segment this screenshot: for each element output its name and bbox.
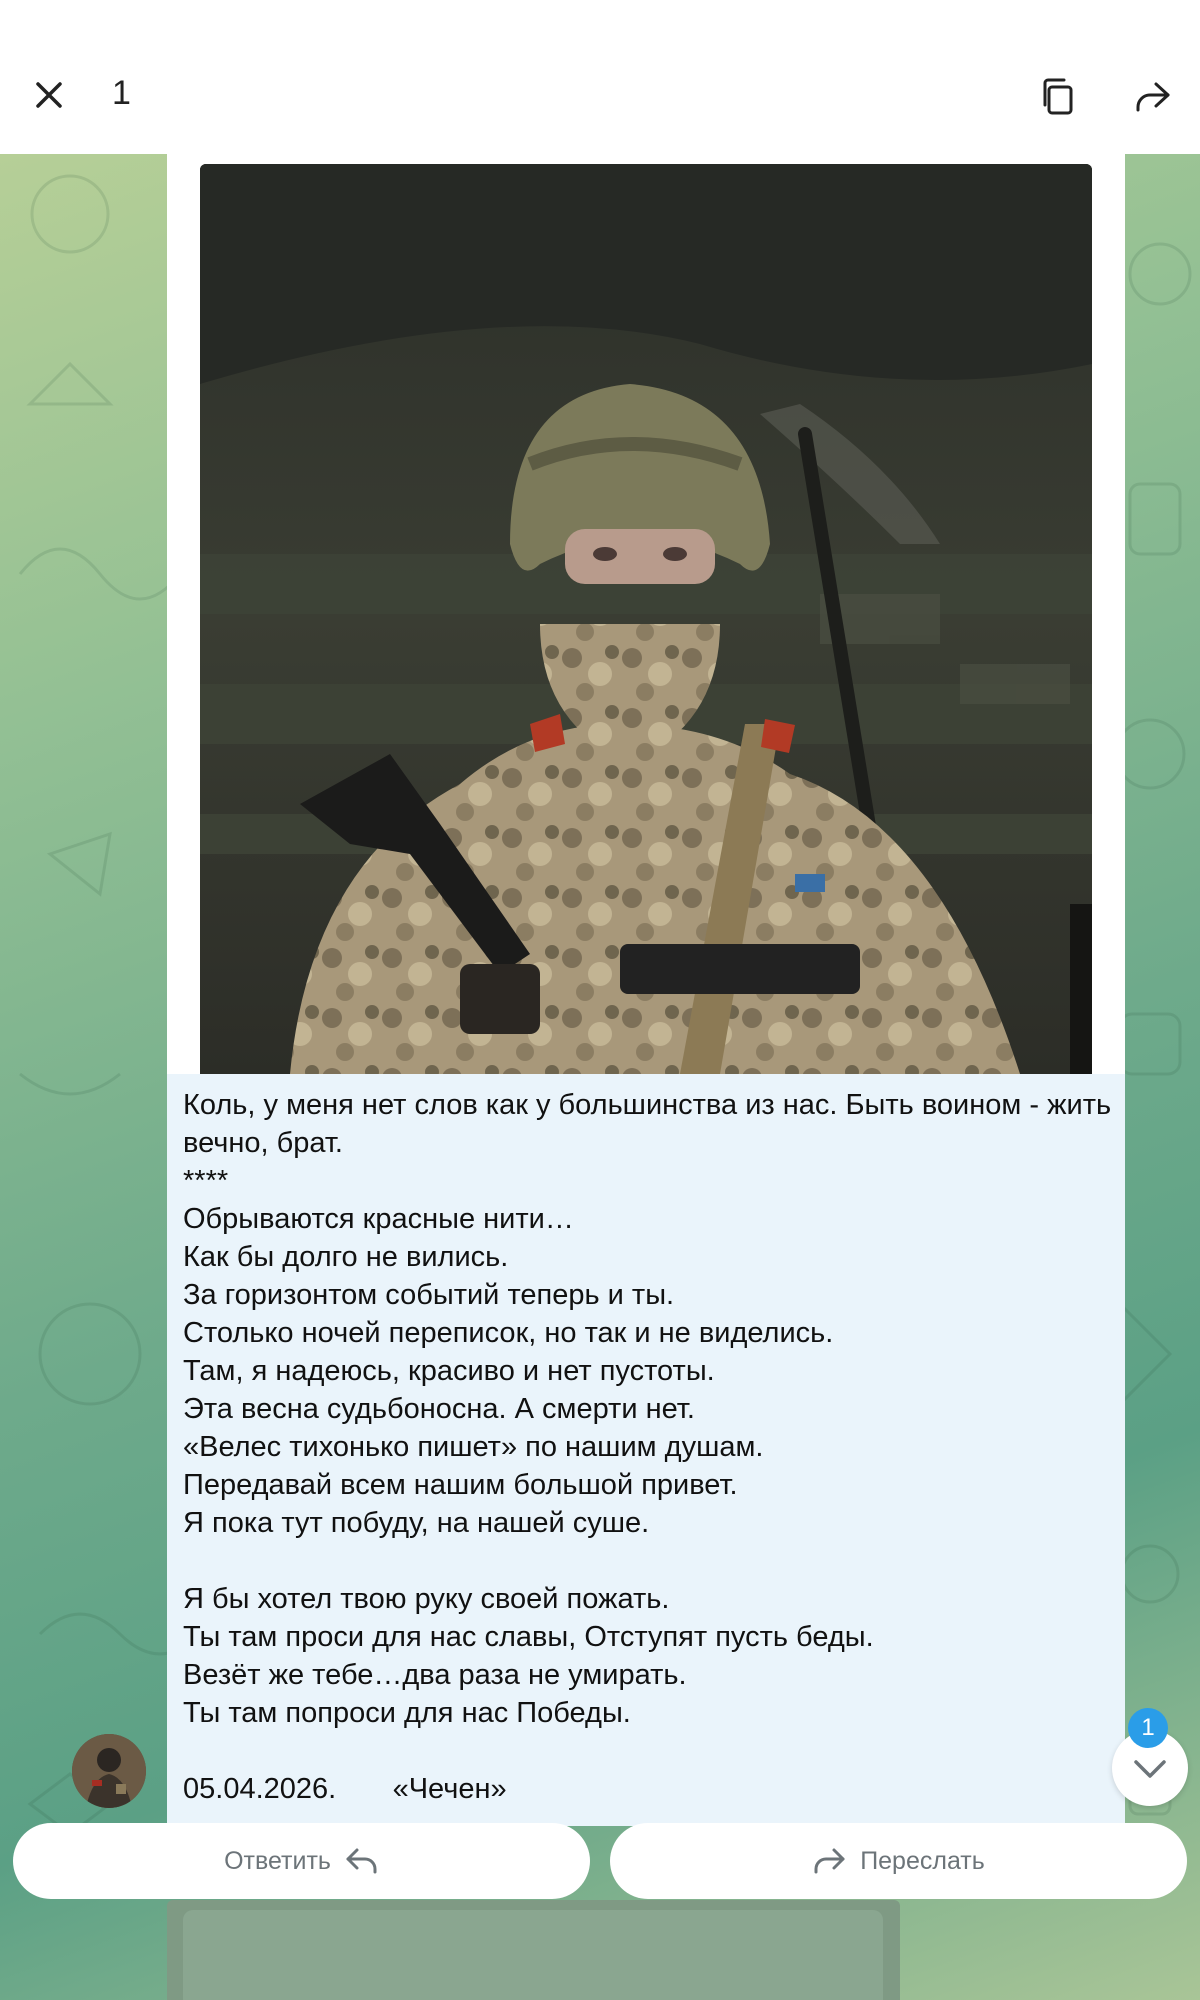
caption-line: Обрываются красные нити… xyxy=(183,1203,574,1235)
close-icon xyxy=(26,72,72,118)
caption-line: Ты там попроси для нас Победы. xyxy=(183,1697,631,1729)
message-caption xyxy=(183,1086,1119,1808)
close-button[interactable] xyxy=(26,72,72,118)
copy-icon xyxy=(1036,74,1082,120)
caption-line: **** xyxy=(183,1165,229,1197)
forward-button[interactable] xyxy=(610,1823,1187,1899)
share-icon xyxy=(1130,74,1176,120)
forward-arrow-icon xyxy=(812,1846,846,1876)
caption-line xyxy=(183,1542,1119,1580)
soldier-photo-image xyxy=(200,164,1092,1074)
unread-count-badge: 1 xyxy=(1128,1708,1168,1748)
forward-label: Переслать xyxy=(860,1846,985,1875)
caption-line: Столько ночей переписок, но так и не виделись. xyxy=(183,1317,834,1349)
next-message-image xyxy=(183,1910,883,2000)
caption-line: Коль, у меня нет слов как у большинства из нас. Быть воином - жить вечно, брат. xyxy=(183,1089,1112,1159)
message-photo[interactable] xyxy=(200,164,1092,1074)
selected-count: 1 xyxy=(112,74,131,112)
caption-line: Эта весна судьбоносна. А смерти нет. xyxy=(183,1393,695,1425)
caption-line: Я бы хотел твою руку своей пожать. xyxy=(183,1583,670,1615)
caption-line: Как бы долго не вились. xyxy=(183,1241,509,1273)
copy-button[interactable] xyxy=(1036,74,1082,120)
reply-button[interactable] xyxy=(13,1823,590,1899)
reply-label: Ответить xyxy=(224,1846,331,1875)
message-bubble[interactable] xyxy=(167,154,1125,1826)
caption-line: За горизонтом событий теперь и ты. xyxy=(183,1279,675,1311)
caption-line: Я пока тут побуду, на нашей суше. xyxy=(183,1507,650,1539)
caption-line xyxy=(183,1732,1119,1770)
caption-line: Везёт же тебе…два раза не умирать. xyxy=(183,1659,687,1691)
reply-arrow-icon xyxy=(345,1846,379,1876)
caption-line: Там, я надеюсь, красиво и нет пустоты. xyxy=(183,1355,715,1387)
caption-line: Ты там проси для нас славы, Отступят пусть беды. xyxy=(183,1621,874,1653)
sender-avatar[interactable] xyxy=(72,1734,146,1808)
avatar-image xyxy=(72,1734,146,1808)
chevron-down-icon xyxy=(1132,1752,1168,1786)
caption-signature: 05.04.2026. «Чечен» xyxy=(183,1773,507,1805)
photo-frame xyxy=(167,154,1125,1074)
caption-line: «Велес тихонько пишет» по нашим душам. xyxy=(183,1431,764,1463)
top-bar xyxy=(0,0,1200,154)
share-button[interactable] xyxy=(1130,74,1176,120)
caption-line: Передавай всем нашим большой привет. xyxy=(183,1469,738,1501)
next-message-preview xyxy=(167,1900,900,2000)
